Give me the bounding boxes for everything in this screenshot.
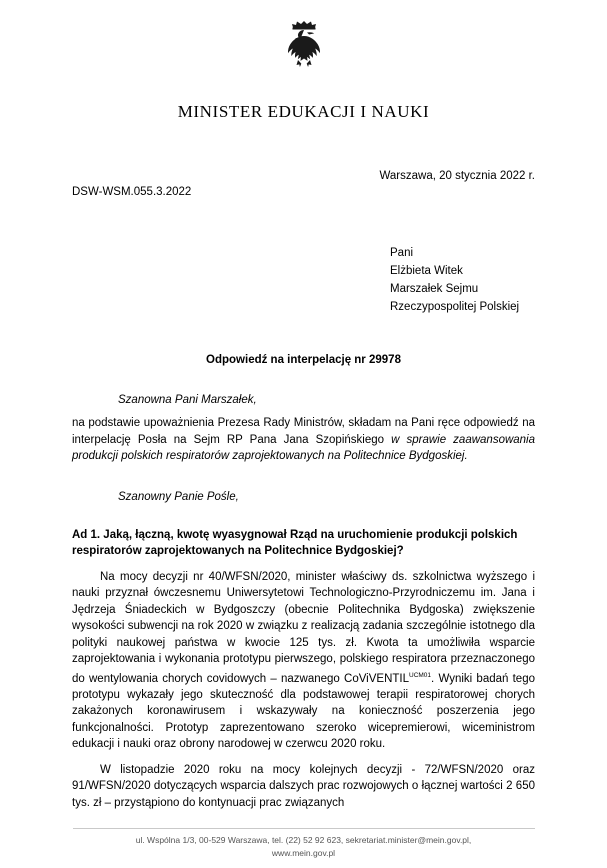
body-paragraph-1 bbox=[72, 569, 535, 753]
intro-paragraph-text: na podstawie upoważnienia Prezesa Rady Ministrów, składam na Pani ręce odpowiedź na interpelację Posła na Sejm RP Pana Jana Szopińskiego bbox=[72, 417, 535, 446]
addressee-block bbox=[390, 244, 535, 316]
footer-divider bbox=[73, 828, 535, 829]
question-heading-1: Ad 1. Jaką, łączną, kwotę wyasygnował Rząd na uruchomienie produkcji polskich respiratorów zaprojektowanych na Politechnice Bydgoskiej? bbox=[72, 528, 518, 557]
page-footer bbox=[0, 828, 607, 860]
superscript-model-code: UCM01 bbox=[409, 671, 432, 679]
addressee-line-1: Pani bbox=[390, 247, 414, 259]
ministry-heading: MINISTER EDUKACJI I NAUKI bbox=[177, 102, 430, 121]
document-reference-number: DSW-WSM.055.3.2022 bbox=[72, 186, 192, 198]
salutation-sir: Szanowny Panie Pośle, bbox=[118, 490, 239, 503]
document-header-row bbox=[72, 170, 535, 210]
footer-contact-line: ul. Wspólna 1/3, 00-529 Warszawa, tel. (22) 52 92 623, sekretariat.minister@mein.gov.pl, bbox=[135, 835, 472, 845]
reply-title: Odpowiedź na interpelację nr 29978 bbox=[206, 354, 401, 366]
body-paragraph-2: W listopadzie 2020 roku na mocy kolejnych decyzji - 72/WFSN/2020 oraz 91/WFSN/2020 dotyczących wsparcia dalszych prac rozwojowych o łącznej wartości 2 650 tys. zł – przystąpiono do kontynuacji prac związanych bbox=[72, 763, 535, 809]
addressee-line-3: Marszałek Sejmu bbox=[390, 283, 479, 295]
intro-paragraph-italic-text: w sprawie zaawansowania produkcji polskich respiratorów zaprojektowanych na Politechnice Bydgoskiej. bbox=[72, 433, 536, 462]
emblem-container bbox=[72, 0, 535, 80]
addressee-line-2: Elżbieta Witek bbox=[390, 265, 463, 277]
intro-paragraph bbox=[72, 415, 535, 465]
body-paragraph-1-text-a: Na mocy decyzji nr 40/WFSN/2020, minister właściwy ds. szkolnictwa wyższego i nauki przyznał ówczesnemu Uniwersytetowi Technologiczno-Przyrodniczemu im. Jana i Jędrzeja Śniadeckich w Bydgoszczy (obecnie Politechnika Bydgoska) zwiększenie wysokości subwencji na rok 2020 w związku z realizacją zadania szczególnie istotnego dla polityki naukowej państwa w kwocie 125 tys. zł. Kwota ta umożliwiła wsparcie zaprojektowania i wykonania prototypu pierwszego, polskiego respiratora przeznaczonego do wentylowania chorych covidowych – nazwanego CoViVENTIL bbox=[72, 570, 535, 685]
body-paragraph-1-text-b: . Wyniki badań tego prototypu wykazały jego skuteczność dla podstawowej terapii respiratorowej chorych zakażonych koronawirusem i wskazywały na konieczność poszerzenia jego funkcjonalności. Prototyp zaprezentowano szeroko wicepremierowi, wiceministrom edukacji i nauki oraz obrony narodowej w czerwcu 2020 roku. bbox=[72, 672, 535, 751]
addressee-line-4: Rzeczypospolitej Polskiej bbox=[390, 301, 520, 313]
salutation-madam: Szanowna Pani Marszałek, bbox=[118, 394, 257, 406]
polish-eagle-emblem-icon bbox=[281, 18, 327, 72]
footer-website-line: www.mein.gov.pl bbox=[271, 848, 336, 858]
place-and-date: Warszawa, 20 stycznia 2022 r. bbox=[379, 170, 535, 182]
